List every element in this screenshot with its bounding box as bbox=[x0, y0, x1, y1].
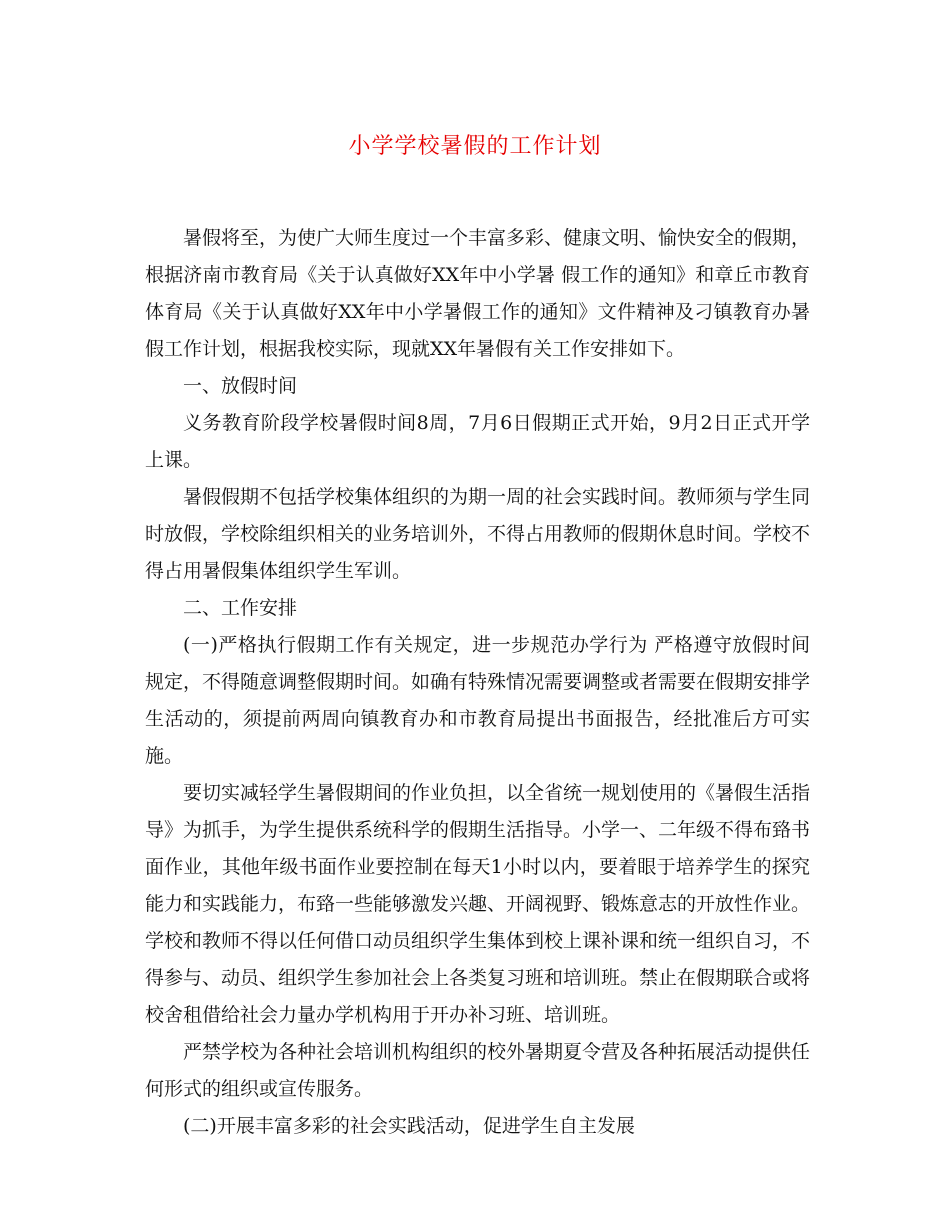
paragraph-homework: 要切实减轻学生暑假期间的作业负担，以全省统一规划使用的《暑假生活指导》为抓手，为学生提供系统科学的假期生活指导。小学一、二年级不得布臵书面作业，其他年级书面作业要控制在每天1小时以内，要着眼于培养学生的探究能力和实践能力，布臵一些能够激发兴趣、开阔视野、锻炼意志的开放性作业。学校和教师不得以任何借口动员组织学生集体到校上课补课和统一组织自习，不得参与、动员、组织学生参加社会上各类复习班和培训班。禁止在假期联合或将校舍租借给社会力量办学机构用于开办补习班、培训班。 bbox=[145, 782, 811, 1026]
heading-social-practice: (二)开展丰富多彩的社会实践活动，促进学生自主发展 bbox=[183, 1115, 635, 1137]
paragraph-holiday-dates: 义务教育阶段学校暑假时间8周，7月6日假期正式开始，9月2日正式开学上课。 bbox=[145, 412, 810, 471]
heading-work-arrangement: 二、工作安排 bbox=[183, 597, 298, 619]
paragraph-prohibition: 严禁学校为各种社会培训机构组织的校外暑期夏令营及各种拓展活动提供任何形式的组织或宣传服务。 bbox=[145, 1041, 811, 1100]
paragraph-regulations: (一)严格执行假期工作有关规定，进一步规范办学行为 严格遵守放假时间规定，不得随意调整假期时间。如确有特殊情况需要调整或者需要在假期安排学生活动的，须提前两周向镇教育办和市教育局提出书面报告，经批准后方可实施。 bbox=[145, 634, 811, 767]
paragraph-holiday-rules: 暑假假期不包括学校集体组织的为期一周的社会实践时间。教师须与学生同时放假，学校除组织相关的业务培训外，不得占用教师的假期休息时间。学校不得占用暑假集体组织学生军训。 bbox=[145, 486, 811, 582]
document-body bbox=[145, 220, 810, 1145]
paragraph-intro: 暑假将至，为使广大师生度过一个丰富多彩、健康文明、愉快安全的假期，根据济南市教育局《关于认真做好XX年中小学暑 假工作的通知》和章丘市教育体育局《关于认真做好XX年中小学暑假工作的通知》文件精神及刁镇教育办暑假工作计划，根据我校实际，现就XX年暑假有关工作安排如下。 bbox=[145, 227, 811, 360]
document-title: 小学学校暑假的工作计划 bbox=[348, 134, 602, 159]
heading-holiday-time: 一、放假时间 bbox=[183, 375, 298, 397]
